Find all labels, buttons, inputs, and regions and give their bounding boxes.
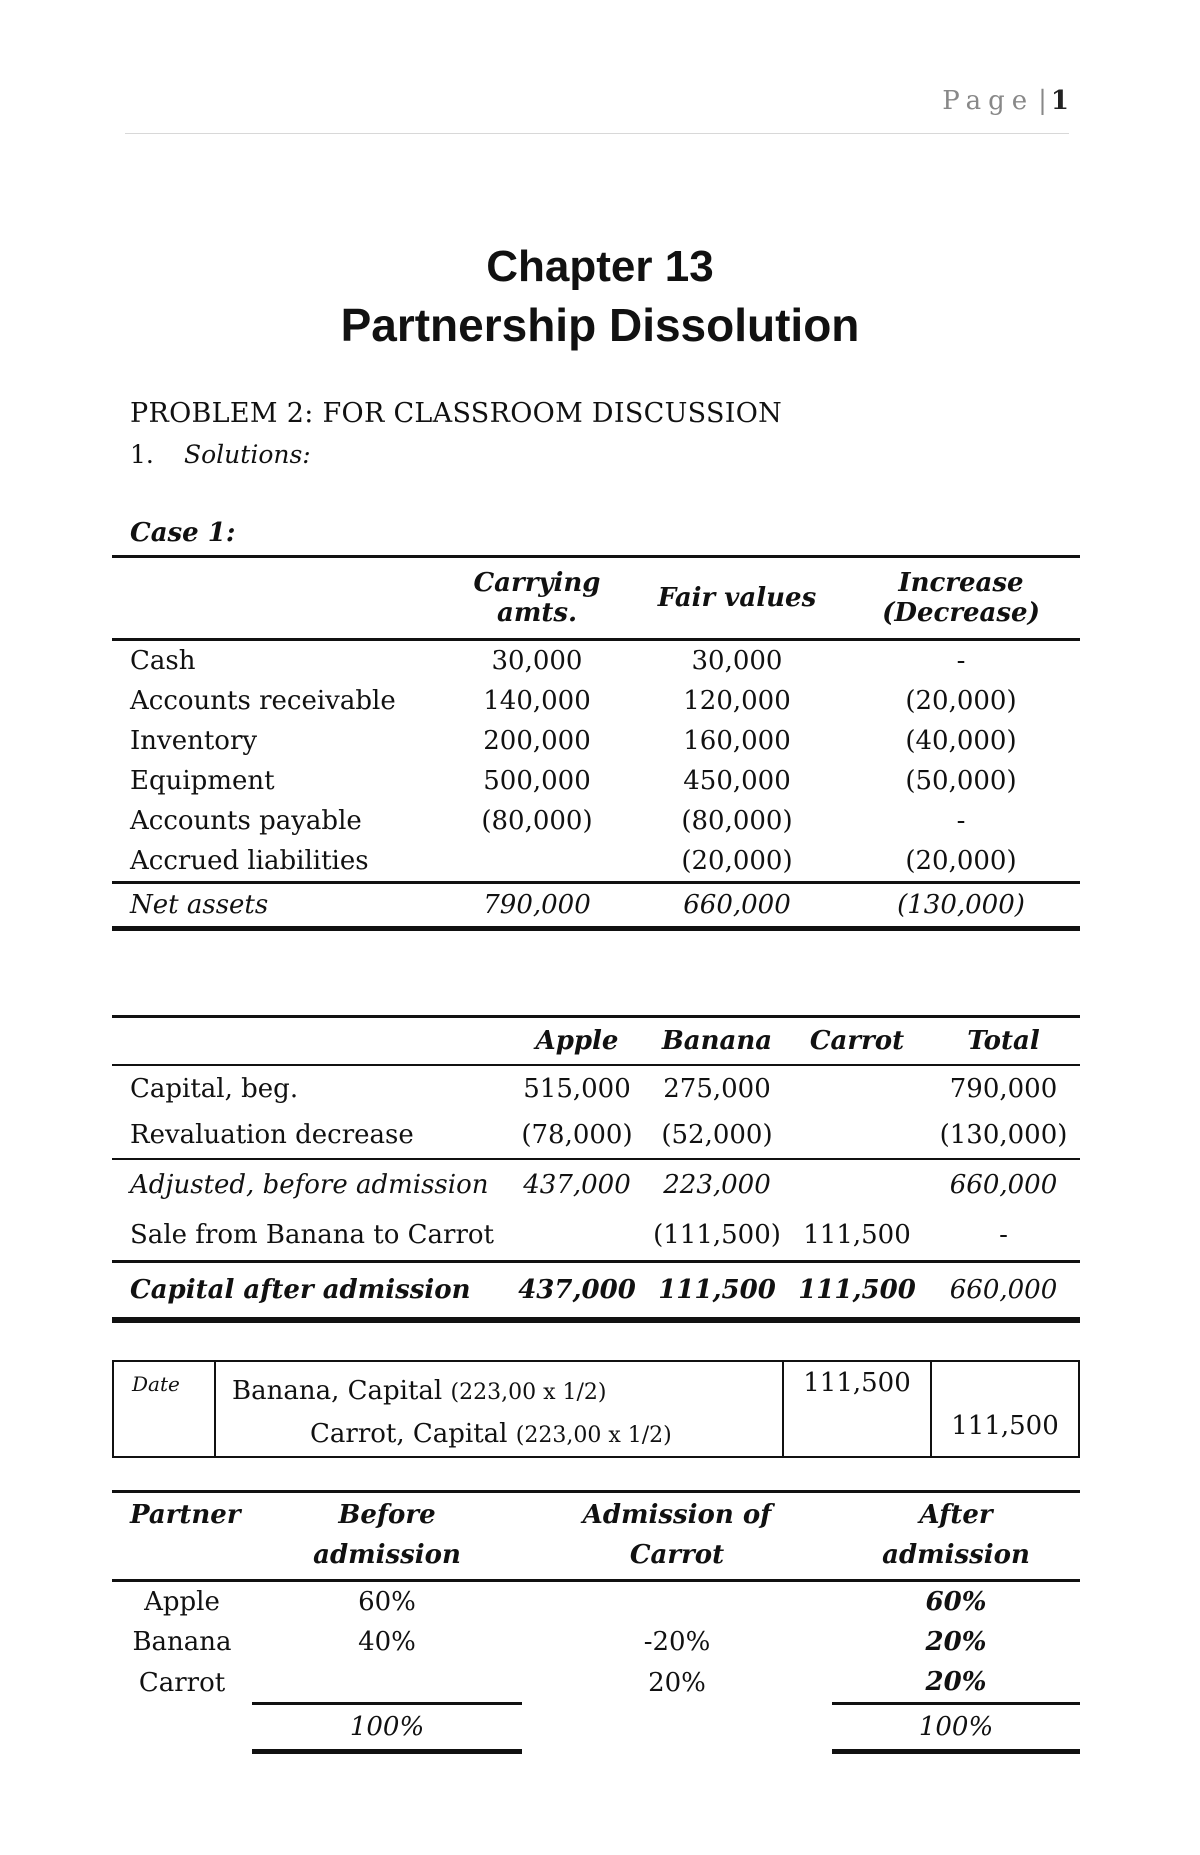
header-after-line1: After xyxy=(919,1500,993,1530)
partner-cell: Apple xyxy=(144,1587,220,1617)
before-cell: 40% xyxy=(358,1627,416,1657)
page-separator: | xyxy=(1038,86,1047,116)
table-row xyxy=(112,1622,1080,1662)
change-cell: - xyxy=(956,646,966,676)
problem-heading: PROBLEM 2: FOR CLASSROOM DISCUSSION xyxy=(130,398,783,429)
row-label: Accounts receivable xyxy=(130,686,396,716)
carrot-cell xyxy=(787,1159,927,1210)
case-label: Case 1: xyxy=(130,518,236,548)
total-cell: 660,000 xyxy=(927,1159,1080,1210)
header-blank xyxy=(112,557,442,640)
total-cell: 660,000 xyxy=(927,1262,1080,1321)
page-header xyxy=(125,86,1069,134)
debit-empty xyxy=(784,1405,930,1448)
total-change: (130,000) xyxy=(842,883,1080,929)
total-cell: (130,000) xyxy=(939,1120,1068,1150)
change-cell: (20,000) xyxy=(905,686,1017,716)
row-label: Inventory xyxy=(130,726,258,756)
header-fair: Fair values xyxy=(632,557,842,640)
fair-cell: (80,000) xyxy=(681,806,793,836)
debit-account: Banana, Capital xyxy=(232,1376,443,1406)
after-total: 100% xyxy=(832,1704,1080,1752)
carrying-cell: (80,000) xyxy=(481,806,593,836)
table-row xyxy=(112,640,1080,682)
header-partner: Partner xyxy=(112,1492,252,1581)
total-label: Net assets xyxy=(112,883,442,929)
after-cell: 60% xyxy=(925,1587,987,1617)
apple-cell: 437,000 xyxy=(507,1262,647,1321)
total-row xyxy=(112,883,1080,929)
carrying-cell xyxy=(442,841,632,883)
row-label: Accounts payable xyxy=(130,806,362,836)
credit-empty xyxy=(932,1362,1078,1405)
page-word: Page xyxy=(942,86,1035,116)
header-admission-line2: Carrot xyxy=(629,1540,725,1570)
row-label: Capital after admission xyxy=(112,1262,507,1321)
solutions-label: Solutions: xyxy=(184,440,311,469)
table-row xyxy=(112,681,1080,721)
partner-cell: Banana xyxy=(132,1627,232,1657)
table-row xyxy=(112,1662,1080,1704)
carrying-cell: 30,000 xyxy=(491,646,583,676)
apple-cell: 437,000 xyxy=(507,1159,647,1210)
admission-cell: -20% xyxy=(643,1627,711,1657)
banana-cell: (111,500) xyxy=(653,1220,781,1250)
total-carrying: 790,000 xyxy=(442,883,632,929)
debit-amount: 111,500 xyxy=(803,1368,911,1398)
banana-cell: 111,500 xyxy=(647,1262,787,1321)
table-row xyxy=(112,1581,1080,1623)
solutions-number: 1. xyxy=(130,440,154,469)
before-cell: 60% xyxy=(358,1587,416,1617)
table-row xyxy=(112,761,1080,801)
header-change xyxy=(842,557,1080,640)
after-cell: 20% xyxy=(925,1667,987,1697)
journal-entry xyxy=(112,1360,1080,1458)
carrot-cell xyxy=(787,1112,927,1159)
table-row xyxy=(112,1112,1080,1159)
chapter-title: Chapter 13 xyxy=(486,242,714,291)
header-after-line2: admission xyxy=(882,1540,1030,1570)
header-before xyxy=(252,1492,522,1581)
total-cell: - xyxy=(999,1220,1008,1250)
credit-account: Carrot, Capital xyxy=(310,1419,508,1449)
credit-note: (223,00 x 1/2) xyxy=(515,1423,672,1448)
journal-accounts xyxy=(215,1361,783,1457)
page-number: 1 xyxy=(1050,86,1069,116)
total-fair: 660,000 xyxy=(632,883,842,929)
banana-cell: 223,000 xyxy=(647,1159,787,1210)
fair-cell: (20,000) xyxy=(681,846,793,876)
chapter-subtitle: Partnership Dissolution xyxy=(340,299,860,351)
carrot-cell: 111,500 xyxy=(803,1220,911,1250)
carrying-cell: 200,000 xyxy=(483,726,591,756)
header-change-line1: Increase xyxy=(898,568,1024,598)
capital-table xyxy=(112,1015,1080,1323)
header-total: Total xyxy=(927,1017,1080,1066)
row-label: Sale from Banana to Carrot xyxy=(130,1220,494,1250)
header-admission-line1: Admission of xyxy=(582,1500,772,1530)
header-carrot: Carrot xyxy=(787,1017,927,1066)
journal-date: Date xyxy=(132,1372,180,1396)
header-before-line1: Before xyxy=(338,1500,436,1530)
header-banana: Banana xyxy=(647,1017,787,1066)
header-blank xyxy=(112,1017,507,1066)
fair-cell: 160,000 xyxy=(683,726,791,756)
row-label: Revaluation decrease xyxy=(130,1120,414,1150)
change-cell: (50,000) xyxy=(905,766,1017,796)
banana-cell: 275,000 xyxy=(663,1074,771,1104)
row-label: Capital, beg. xyxy=(130,1074,299,1104)
row-label: Adjusted, before admission xyxy=(112,1159,507,1210)
banana-cell: (52,000) xyxy=(661,1120,773,1150)
header-carrying: Carrying amts. xyxy=(442,557,632,640)
credit-column xyxy=(931,1361,1079,1457)
fair-cell: 30,000 xyxy=(691,646,783,676)
total-row xyxy=(112,1704,1080,1752)
admission-cell: 20% xyxy=(648,1667,706,1698)
header-before-line2: admission xyxy=(313,1540,461,1570)
row-label: Equipment xyxy=(130,766,275,796)
table-row xyxy=(112,1065,1080,1112)
apple-cell xyxy=(507,1210,647,1262)
debit-note: (223,00 x 1/2) xyxy=(450,1380,607,1405)
fair-cell: 120,000 xyxy=(683,686,791,716)
row-label: Accrued liabilities xyxy=(130,846,369,876)
after-cell: 20% xyxy=(925,1627,987,1657)
table-row xyxy=(112,1210,1080,1262)
change-cell: (20,000) xyxy=(905,846,1017,876)
carrying-cell: 500,000 xyxy=(483,766,591,796)
credit-line xyxy=(232,1413,782,1456)
revaluation-table xyxy=(112,555,1080,931)
table-row xyxy=(112,721,1080,761)
row-label: Cash xyxy=(130,646,196,676)
debit-line xyxy=(232,1370,782,1413)
solutions-line xyxy=(130,440,311,469)
header-change-line2: (Decrease) xyxy=(882,598,1040,628)
table-row xyxy=(112,801,1080,841)
header-after xyxy=(832,1492,1080,1581)
admission-cell xyxy=(522,1581,832,1623)
fair-cell: 450,000 xyxy=(683,766,791,796)
partner-cell: Carrot xyxy=(138,1667,226,1698)
table-row xyxy=(112,1159,1080,1210)
sum-blank xyxy=(112,1704,252,1752)
sum-blank xyxy=(522,1704,832,1752)
total-cell: 790,000 xyxy=(949,1074,1058,1104)
apple-cell: (78,000) xyxy=(521,1120,633,1150)
final-row xyxy=(112,1262,1080,1321)
before-total: 100% xyxy=(252,1704,522,1752)
change-cell: - xyxy=(956,806,966,836)
table-row xyxy=(112,841,1080,883)
carrot-cell: 111,500 xyxy=(787,1262,927,1321)
header-admission xyxy=(522,1492,832,1581)
carrot-cell xyxy=(787,1065,927,1112)
apple-cell: 515,000 xyxy=(523,1074,631,1104)
credit-amount: 111,500 xyxy=(951,1411,1059,1441)
debit-column xyxy=(783,1361,931,1457)
profit-share-table xyxy=(112,1490,1080,1754)
carrying-cell: 140,000 xyxy=(483,686,591,716)
header-apple: Apple xyxy=(507,1017,647,1066)
change-cell: (40,000) xyxy=(905,726,1017,756)
before-cell xyxy=(252,1662,522,1704)
